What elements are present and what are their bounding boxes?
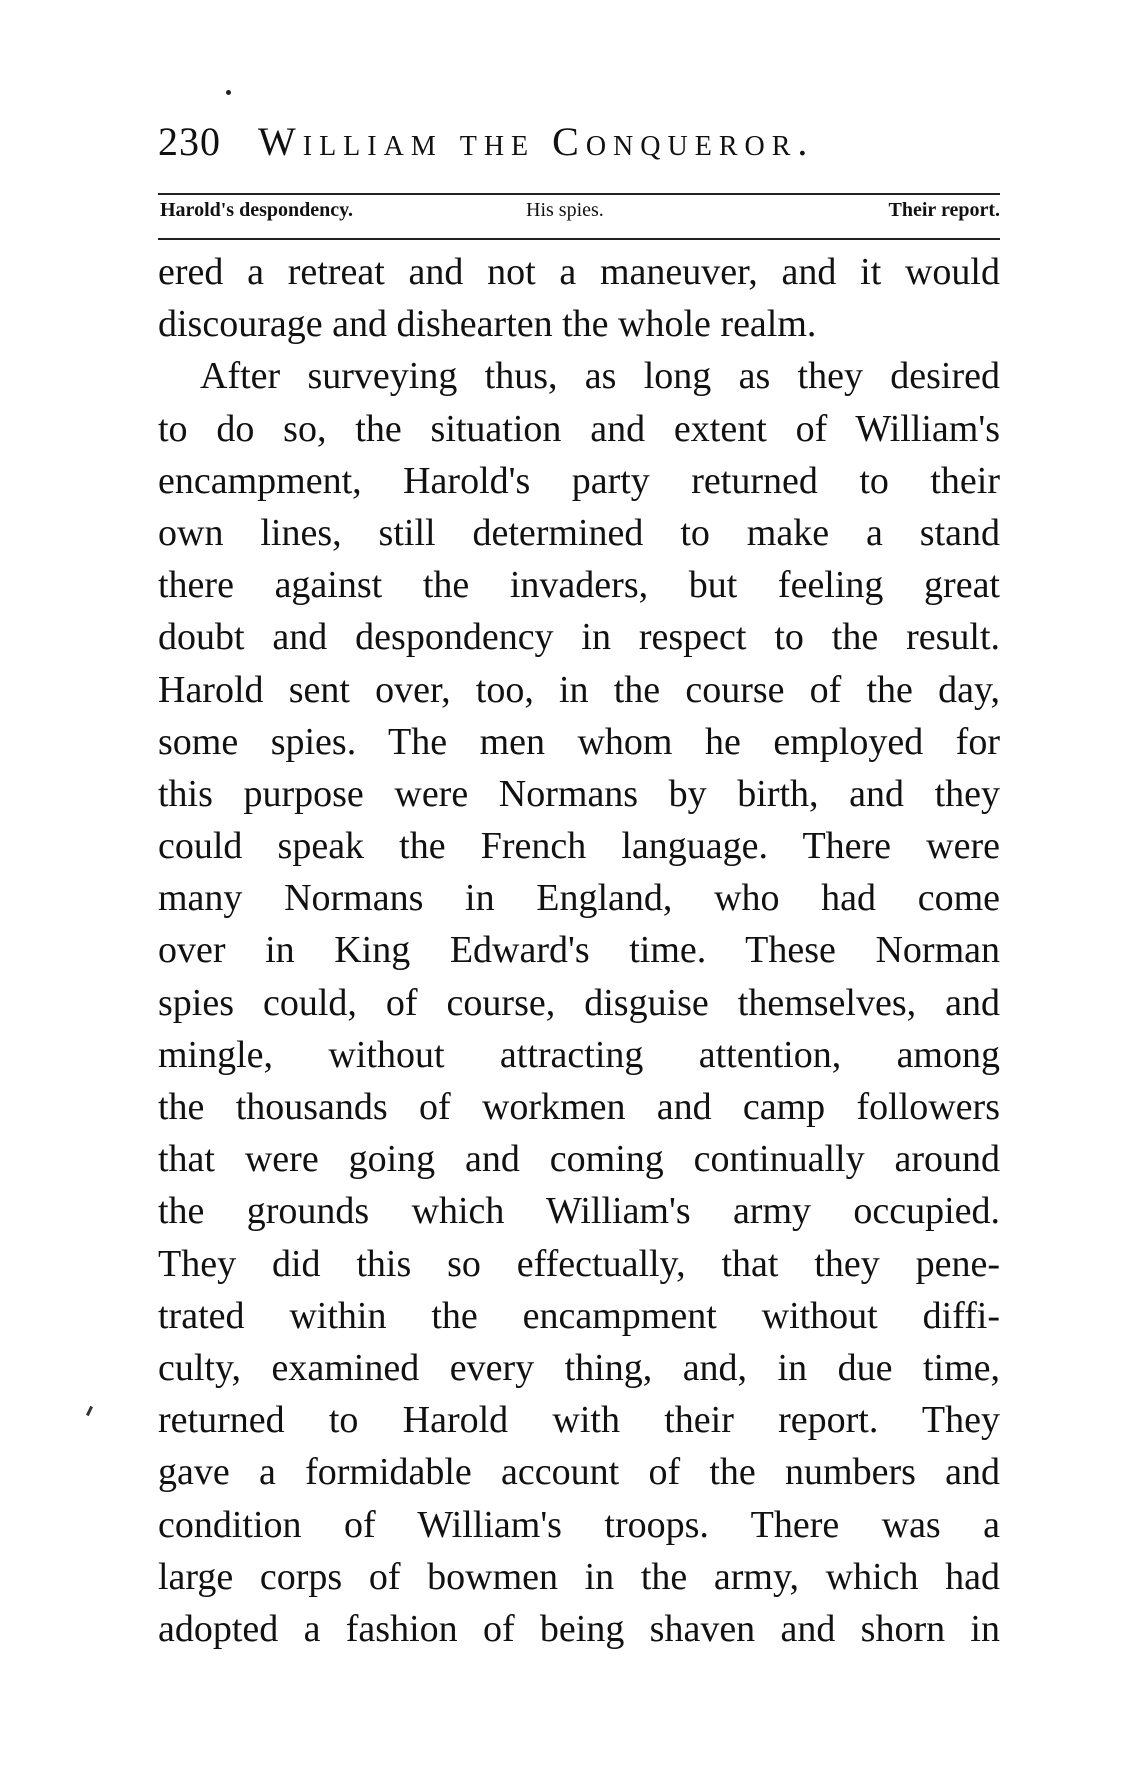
text-line: this purpose were Normans by birth, and they [158,772,1000,815]
text-line: there against the invaders, but feeling great [158,564,1000,607]
page-header [158,118,998,174]
text-line: They did this so effectually, that they pene- [158,1242,1000,1285]
sidenote-middle: His spies. [526,199,604,221]
text-line: mingle, without attracting attention, among [158,1033,1000,1076]
text-line: that were going and coming continually around [158,1138,1000,1181]
ink-mark [86,1406,93,1416]
text-line: some spies. The men whom he employed for [158,720,1000,763]
header-rule-top [158,193,1000,195]
text-line: spies could, of course, disguise themselves, and [158,981,1000,1024]
text-line: ered a retreat and not a maneuver, and it would [158,251,1000,293]
marginal-notes [158,199,1000,233]
sidenote-left: Harold's despondency. [160,199,354,221]
body-text [158,246,1000,1655]
text-line: many Normans in England, who had come [158,877,1000,920]
text-line: could speak the French language. There were [158,825,1000,868]
header-rule-bottom [158,238,1000,240]
ink-speck [226,90,231,95]
text-line: the thousands of workmen and camp followers [158,1086,1000,1128]
text-line: adopted a fashion of being shaven and shorn in [158,1607,1000,1650]
text-line: returned to Harold with their report. They [158,1399,1000,1442]
text-line: encampment, Harold's party returned to their [158,459,1000,502]
sidenote-right: Their report. [888,199,1000,221]
running-title: William the Conqueror. [258,119,815,164]
text-line: to do so, the situation and extent of William's [158,407,1000,450]
text-line: trated within the encampment without diffi- [158,1294,1000,1337]
text-line: own lines, still determined to make a stand [158,511,1000,554]
text-line: condition of William's troops. There was a [158,1503,1000,1546]
page-number: 230 [158,119,221,164]
text-line: Harold sent over, too, in the course of the day, [158,668,1000,711]
text-line: After surveying thus, as long as they desired [200,355,1000,398]
text-line: gave a formidable account of the numbers and [158,1451,1000,1494]
text-line: doubt and despondency in respect to the result. [158,616,1000,659]
text-line: culty, examined every thing, and, in due time, [158,1346,1000,1389]
text-line: large corps of bowmen in the army, which had [158,1555,1000,1598]
text-line: discourage and dishearten the whole realm. [158,303,817,346]
text-line: the grounds which William's army occupied. [158,1190,1000,1233]
text-line: over in King Edward's time. These Norman [158,929,1000,972]
